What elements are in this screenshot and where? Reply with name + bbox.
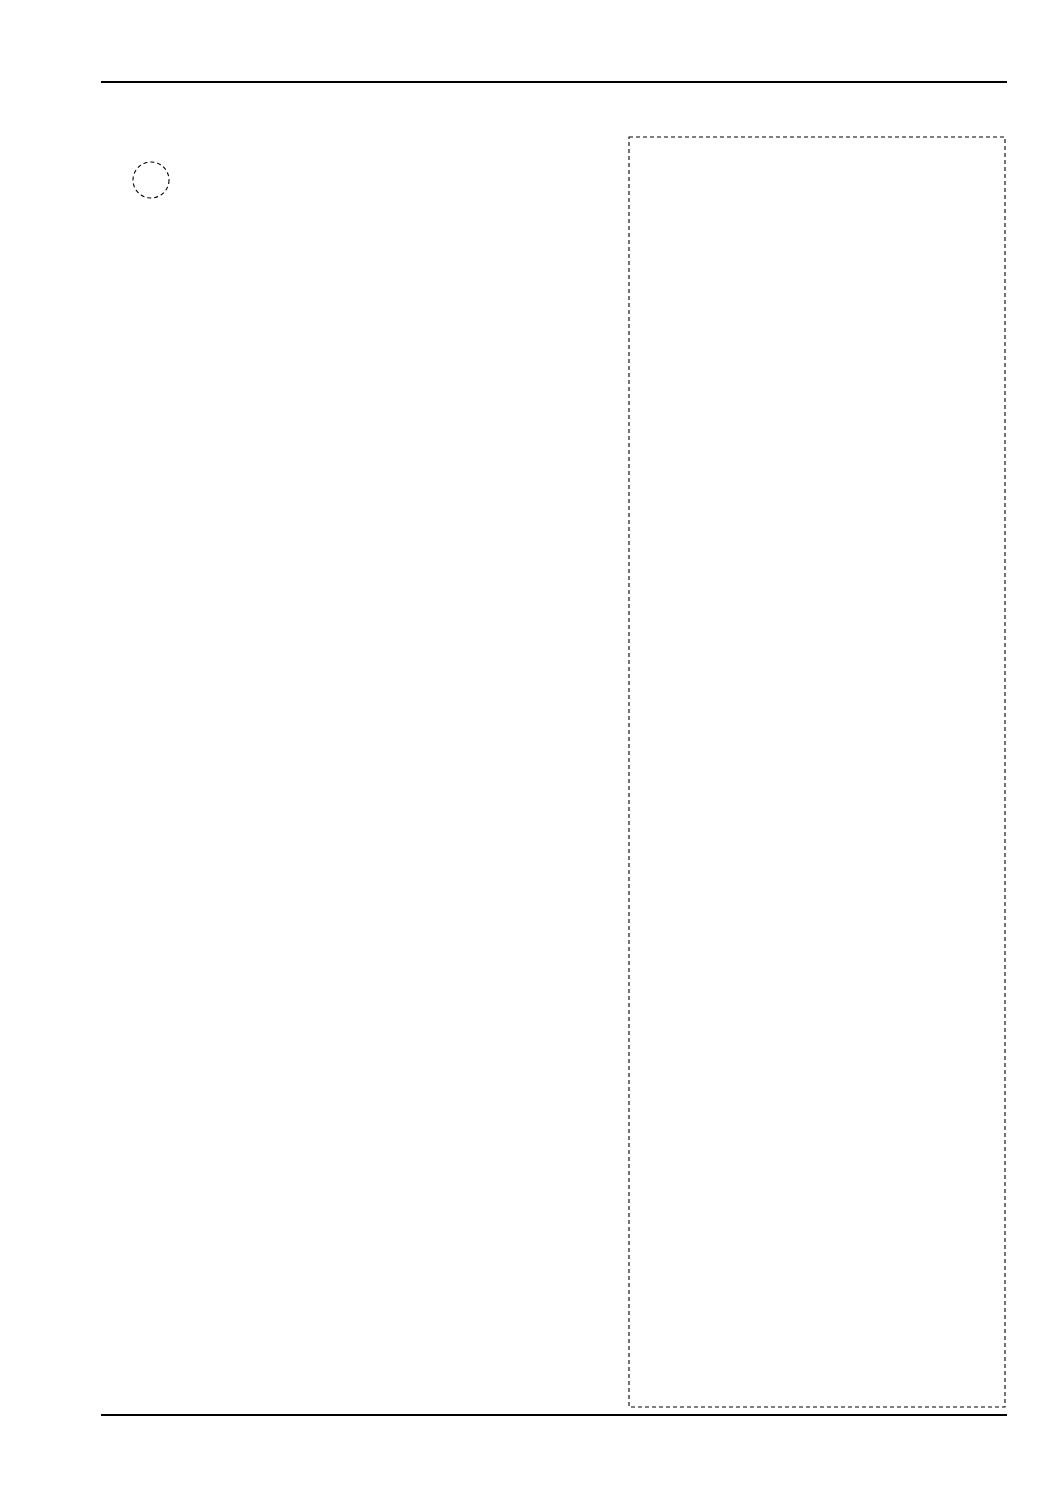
footer-rule [101, 1414, 1007, 1416]
dashed-circle-icon [133, 162, 169, 198]
right-card-outline [629, 137, 1005, 1407]
